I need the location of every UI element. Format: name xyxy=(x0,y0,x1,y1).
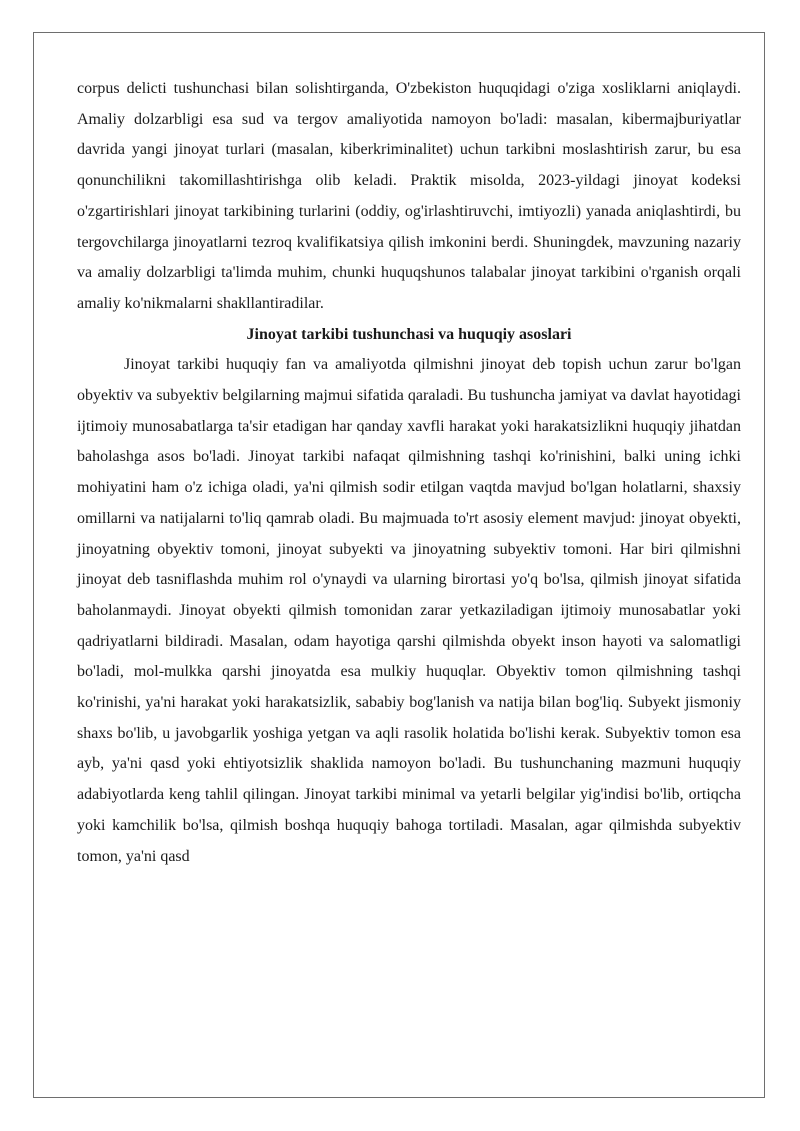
document-body xyxy=(77,74,741,872)
paragraph-2: Jinoyat tarkibi huquqiy fan va amaliyotda qilmishni jinoyat deb topish uchun zarur bo'lgan obyektiv va subyektiv belgilarning majmui sifatida qaraladi. Bu tushuncha jamiyat va davlat hayotidagi ijtimoiy munosabatlarga ta'sir etadigan har qanday xavfli harakat yoki harakatsizlikni huquqiy jihatdan baholashga asos bo'ladi. Jinoyat tarkibi nafaqat qilmishning tashqi ko'rinishini, balki uning ichki mohiyatini ham o'z ichiga oladi, ya'ni qilmish sodir etilgan vaqtda mavjud bo'lgan holatlarni, shaxsiy omillarni va natijalarni to'liq qamrab oladi. Bu majmuada to'rt asosiy element mavjud: jinoyat obyekti, jinoyatning obyektiv tomoni, jinoyat subyekti va jinoyatning subyektiv tomoni. Har biri qilmishni jinoyat deb tasniflashda muhim rol o'ynaydi va ularning birortasi yo'q bo'lsa, qilmish jinoyat sifatida baholanmaydi. Jinoyat obyekti qilmish tomonidan zarar yetkaziladigan ijtimoiy munosabatlar yoki qadriyatlarni bildiradi. Masalan, odam hayotiga qarshi qilmishda obyekt inson hayoti va salomatligi bo'ladi, mol-mulkka qarshi jinoyatda esa mulkiy huquqlar. Obyektiv tomon qilmishning tashqi ko'rinishi, ya'ni harakat yoki harakatsizlik, sababiy bog'lanish va natija bilan bog'liq. Subyekt jismoniy shaxs bo'lib, u javobgarlik yoshiga yetgan va aqli rasolik holatida bo'lishi kerak. Subyektiv tomon esa ayb, ya'ni qasd yoki ehtiyotsizlik shaklida namoyon bo'ladi. Bu tushunchaning mazmuni huquqiy adabiyotlarda keng tahlil qilingan. Jinoyat tarkibi minimal va yetarli belgilar yig'indisi bo'lib, ortiqcha yoki kamchilik bo'lsa, qilmish boshqa huquqiy bahoga tortiladi. Masalan, agar qilmishda subyektiv tomon, ya'ni qasd xyxy=(77,356,741,865)
section-heading: Jinoyat tarkibi tushunchasi va huquqiy asoslari xyxy=(246,325,572,343)
paragraph-1: corpus delicti tushunchasi bilan solishtirganda, O'zbekiston huquqidagi o'ziga xosliklarni aniqlaydi. Amaliy dolzarbligi esa sud va tergov amaliyotida namoyon bo'ladi: masalan, kibermajburiyatlar davrida yangi jinoyat turlari (masalan, kiberkriminalitet) uchun tarkibni moslashtirish zarur, bu esa qonunchilikni takomillashtirishga olib keladi. Praktik misolda, 2023-yildagi jinoyat kodeksi o'zgartirishlari jinoyat tarkibining turlarini (oddiy, og'irlashtiruvchi, imtiyozli) yanada aniqlashtirdi, bu tergovchilarga jinoyatlarni tezroq kvalifikatsiya qilish imkonini berdi. Shuningdek, mavzuning nazariy va amaliy dolzarbligi ta'limda muhim, chunki huquqshunos talabalar jinoyat tarkibini o'rganish orqali amaliy ko'nikmalarni shakllantiradilar. xyxy=(77,80,741,312)
